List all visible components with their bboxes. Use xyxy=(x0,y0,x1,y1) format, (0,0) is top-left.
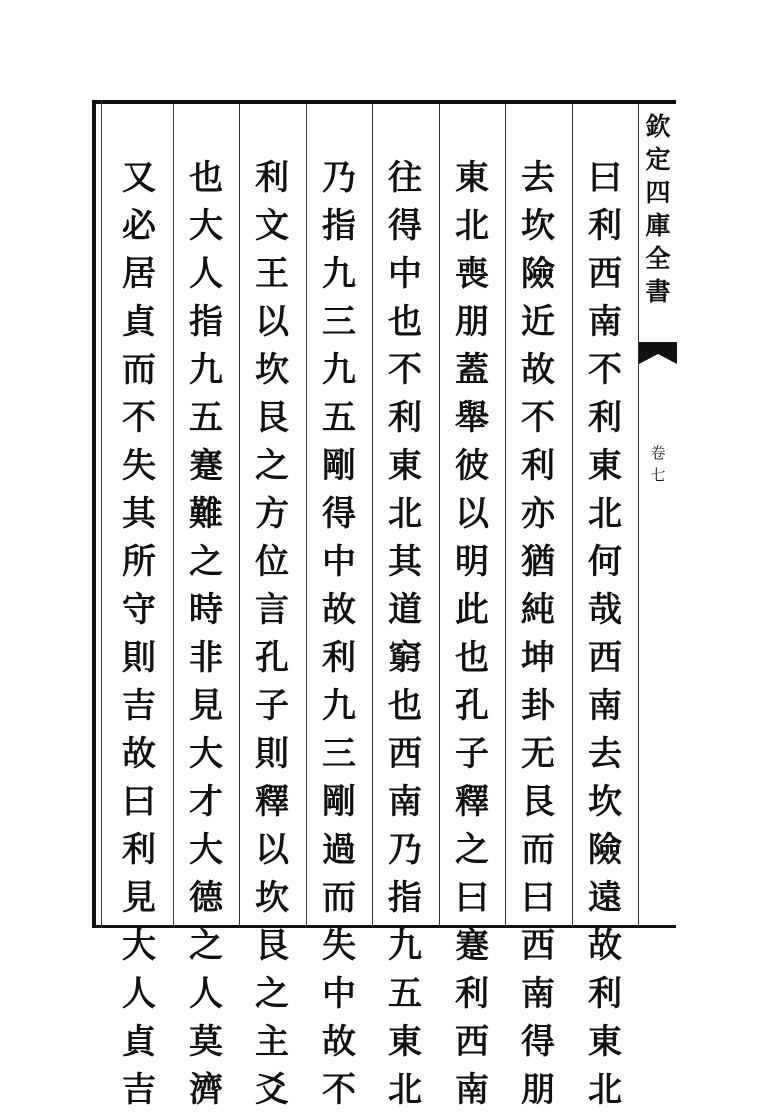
character: 又 xyxy=(122,158,156,198)
character: 失 xyxy=(122,446,156,486)
character: 南 xyxy=(388,782,422,822)
character: 人 xyxy=(189,254,223,294)
character: 也 xyxy=(455,638,489,678)
column-rule xyxy=(439,104,440,925)
character: 故 xyxy=(322,590,356,630)
character: 去 xyxy=(521,158,555,198)
character: 東 xyxy=(588,446,622,486)
character: 西 xyxy=(521,926,555,966)
character: 五 xyxy=(189,398,223,438)
character: 孔 xyxy=(455,686,489,726)
character: 道 xyxy=(388,590,422,630)
text-column xyxy=(309,154,369,1110)
margin-juan-character: 七 xyxy=(650,466,666,484)
character: 東 xyxy=(588,1022,622,1062)
character: 險 xyxy=(521,254,555,294)
character: 亦 xyxy=(521,494,555,534)
character: 釋 xyxy=(455,782,489,822)
character: 往 xyxy=(388,158,422,198)
character: 得 xyxy=(521,1022,555,1062)
character: 濟 xyxy=(189,1070,223,1110)
margin-title-character: 庫 xyxy=(645,211,671,240)
character: 近 xyxy=(521,302,555,342)
character: 不 xyxy=(122,398,156,438)
character: 吉 xyxy=(122,686,156,726)
character: 剛 xyxy=(322,446,356,486)
character: 爻 xyxy=(255,1070,289,1110)
character: 故 xyxy=(122,734,156,774)
character: 釋 xyxy=(255,782,289,822)
character: 見 xyxy=(189,686,223,726)
character: 艮 xyxy=(521,782,555,822)
character: 朋 xyxy=(455,302,489,342)
character: 大 xyxy=(189,734,223,774)
character: 剛 xyxy=(322,782,356,822)
character: 坎 xyxy=(255,350,289,390)
character: 得 xyxy=(388,206,422,246)
character: 五 xyxy=(322,398,356,438)
character: 猶 xyxy=(521,542,555,582)
character: 无 xyxy=(521,734,555,774)
character: 利 xyxy=(255,158,289,198)
character: 中 xyxy=(388,254,422,294)
character: 而 xyxy=(521,830,555,870)
character: 北 xyxy=(455,206,489,246)
text-column xyxy=(575,154,635,1110)
character: 必 xyxy=(122,206,156,246)
character: 不 xyxy=(521,398,555,438)
character: 其 xyxy=(122,494,156,534)
character: 坤 xyxy=(521,638,555,678)
character: 中 xyxy=(322,542,356,582)
character: 艮 xyxy=(255,926,289,966)
margin-title-character: 書 xyxy=(645,277,671,306)
character: 彼 xyxy=(455,446,489,486)
character: 南 xyxy=(455,1070,489,1110)
character: 才 xyxy=(189,782,223,822)
character: 主 xyxy=(255,1022,289,1062)
character: 三 xyxy=(322,734,356,774)
character: 時 xyxy=(189,590,223,630)
character: 遠 xyxy=(588,878,622,918)
character: 失 xyxy=(322,926,356,966)
character: 故 xyxy=(322,1022,356,1062)
character: 西 xyxy=(588,638,622,678)
text-body xyxy=(106,104,638,1110)
character: 曰 xyxy=(455,878,489,918)
character: 之 xyxy=(189,542,223,582)
character: 得 xyxy=(322,494,356,534)
character: 故 xyxy=(588,926,622,966)
character: 喪 xyxy=(455,254,489,294)
page-frame xyxy=(92,100,676,1110)
character: 孔 xyxy=(255,638,289,678)
character: 貞 xyxy=(122,302,156,342)
character: 所 xyxy=(122,542,156,582)
character: 西 xyxy=(455,1022,489,1062)
character: 守 xyxy=(122,590,156,630)
character: 大 xyxy=(122,926,156,966)
character: 子 xyxy=(255,686,289,726)
character: 人 xyxy=(189,974,223,1014)
character: 其 xyxy=(388,542,422,582)
character: 以 xyxy=(255,302,289,342)
character: 九 xyxy=(322,254,356,294)
character: 蓋 xyxy=(455,350,489,390)
character: 此 xyxy=(455,590,489,630)
character: 坎 xyxy=(588,782,622,822)
character: 曰 xyxy=(122,782,156,822)
block-heart-margin xyxy=(638,104,677,925)
character: 之 xyxy=(255,446,289,486)
character: 曰 xyxy=(588,158,622,198)
frame-left-inner-rule xyxy=(101,100,102,928)
character: 中 xyxy=(322,974,356,1014)
character: 去 xyxy=(588,734,622,774)
character: 何 xyxy=(588,542,622,582)
column-rule xyxy=(572,104,573,925)
character: 東 xyxy=(388,446,422,486)
character: 不 xyxy=(322,1070,356,1110)
character: 指 xyxy=(189,302,223,342)
margin-title-character: 全 xyxy=(645,244,671,273)
character: 也 xyxy=(388,302,422,342)
character: 利 xyxy=(588,206,622,246)
character: 舉 xyxy=(455,398,489,438)
character: 指 xyxy=(322,206,356,246)
character: 西 xyxy=(388,734,422,774)
character: 艮 xyxy=(255,398,289,438)
character: 九 xyxy=(322,350,356,390)
character: 利 xyxy=(388,398,422,438)
character: 之 xyxy=(455,830,489,870)
margin-title-character: 欽 xyxy=(645,112,671,141)
text-column xyxy=(176,154,236,1110)
character: 純 xyxy=(521,590,555,630)
character: 坎 xyxy=(521,206,555,246)
character: 西 xyxy=(588,254,622,294)
character: 乃 xyxy=(322,158,356,198)
character: 利 xyxy=(122,830,156,870)
character: 以 xyxy=(455,494,489,534)
column-rule xyxy=(372,104,373,925)
text-column xyxy=(508,154,568,1110)
character: 過 xyxy=(322,830,356,870)
character: 言 xyxy=(255,590,289,630)
fishtail-mark-icon xyxy=(639,342,677,372)
character: 則 xyxy=(122,638,156,678)
character: 南 xyxy=(521,974,555,1014)
character: 哉 xyxy=(588,590,622,630)
character: 貞 xyxy=(122,1022,156,1062)
character: 利 xyxy=(455,974,489,1014)
character: 九 xyxy=(388,926,422,966)
character: 見 xyxy=(122,878,156,918)
character: 朋 xyxy=(521,1070,555,1110)
character: 故 xyxy=(521,350,555,390)
character: 德 xyxy=(189,878,223,918)
character: 窮 xyxy=(388,638,422,678)
character: 九 xyxy=(322,686,356,726)
character: 而 xyxy=(322,878,356,918)
character: 指 xyxy=(388,878,422,918)
character: 蹇 xyxy=(455,926,489,966)
text-column xyxy=(442,154,502,1110)
character: 莫 xyxy=(189,1022,223,1062)
character: 難 xyxy=(189,494,223,534)
character: 東 xyxy=(455,158,489,198)
margin-juan-number xyxy=(646,442,670,486)
character: 卦 xyxy=(521,686,555,726)
character: 坎 xyxy=(255,878,289,918)
column-rule xyxy=(173,104,174,925)
character: 位 xyxy=(255,542,289,582)
character: 利 xyxy=(588,398,622,438)
character: 五 xyxy=(388,974,422,1014)
character: 大 xyxy=(189,830,223,870)
character: 文 xyxy=(255,206,289,246)
character: 吉 xyxy=(122,1070,156,1110)
column-rule xyxy=(239,104,240,925)
character: 利 xyxy=(588,974,622,1014)
character: 利 xyxy=(322,638,356,678)
character: 之 xyxy=(255,974,289,1014)
text-column xyxy=(242,154,302,1110)
character: 北 xyxy=(588,494,622,534)
character: 子 xyxy=(455,734,489,774)
text-column xyxy=(375,154,435,1110)
character: 不 xyxy=(588,350,622,390)
character: 方 xyxy=(255,494,289,534)
character: 也 xyxy=(388,686,422,726)
character: 居 xyxy=(122,254,156,294)
column-rule xyxy=(505,104,506,925)
character: 北 xyxy=(388,1070,422,1110)
character: 則 xyxy=(255,734,289,774)
character: 乃 xyxy=(388,830,422,870)
character: 王 xyxy=(255,254,289,294)
character: 也 xyxy=(189,158,223,198)
margin-juan-character: 卷 xyxy=(650,444,666,462)
character: 以 xyxy=(255,830,289,870)
column-rule xyxy=(306,104,307,925)
character: 南 xyxy=(588,302,622,342)
character: 人 xyxy=(122,974,156,1014)
character: 利 xyxy=(521,446,555,486)
character: 而 xyxy=(122,350,156,390)
margin-title-character: 定 xyxy=(645,145,671,174)
character: 蹇 xyxy=(189,446,223,486)
text-column xyxy=(109,154,169,1110)
margin-book-title xyxy=(643,110,673,308)
character: 險 xyxy=(588,830,622,870)
character: 之 xyxy=(189,926,223,966)
margin-title-character: 四 xyxy=(645,178,671,207)
character: 北 xyxy=(388,494,422,534)
character: 三 xyxy=(322,302,356,342)
frame-left-border xyxy=(92,100,96,928)
character: 九 xyxy=(189,350,223,390)
character: 大 xyxy=(189,206,223,246)
character: 曰 xyxy=(521,878,555,918)
character: 非 xyxy=(189,638,223,678)
character: 東 xyxy=(388,1022,422,1062)
character: 不 xyxy=(388,350,422,390)
character: 北 xyxy=(588,1070,622,1110)
character: 南 xyxy=(588,686,622,726)
character: 明 xyxy=(455,542,489,582)
